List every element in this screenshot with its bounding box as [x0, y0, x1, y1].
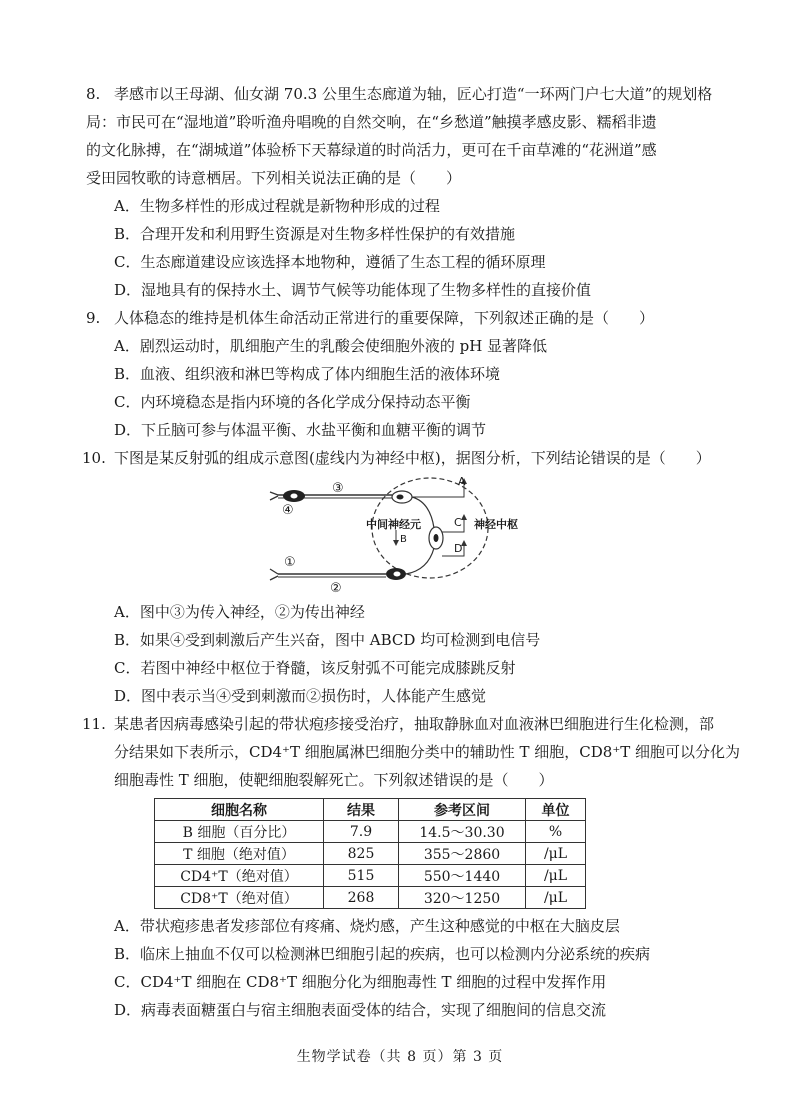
table-cell: B 细胞（百分比）: [155, 821, 324, 843]
q9-stem: 人体稳态的维持是机体生命活动正常进行的重要保障，下列叙述正确的是（ ）: [114, 309, 655, 327]
q10-option-b: B．如果④受到刺激后产生兴奋，图中 ABCD 均可检测到电信号: [114, 631, 541, 649]
q11-option-d: D．病毒表面糖蛋白与宿主细胞表面受体的结合，实现了细胞间的信息交流: [114, 1001, 607, 1019]
label-1: ①: [284, 555, 296, 570]
q8-stem-line-4: 受田园牧歌的诗意栖居。下列相关说法正确的是（ ）: [86, 169, 462, 187]
q11-stem-line-3: 细胞毒性 T 细胞，使靶细胞裂解死亡。下列叙述错误的是（ ）: [114, 771, 554, 789]
table-cell: T 细胞（绝对值）: [155, 843, 324, 865]
table-header-cell: 细胞名称: [155, 799, 324, 821]
label-neural-center: 神经中枢: [474, 518, 518, 531]
q8-option-a: A．生物多样性的形成过程就是新物种形成的过程: [114, 197, 440, 215]
q9-option-c: C．内环境稳态是指内环境的各化学成分保持动态平衡: [114, 393, 471, 411]
q11-stem-line-1: 某患者因病毒感染引起的带状疱疹接受治疗，抽取静脉血对血液淋巴细胞进行生化检测，部: [114, 715, 715, 733]
q8-stem-line-3: 的文化脉搏，在“湖城道”体验桥下天幕绿道的时尚活力，更可在千亩草滩的“花洲道”感: [86, 141, 657, 159]
q10-option-a: A．图中③为传入神经，②为传出神经: [114, 603, 365, 621]
label-D: D: [454, 542, 463, 555]
table-cell: CD4⁺T（绝对值）: [155, 865, 324, 887]
q10-option-c: C．若图中神经中枢位于脊髓，该反射弧不可能完成膝跳反射: [114, 659, 516, 677]
table-header-cell: 单位: [526, 799, 586, 821]
q9-option-b: B．血液、组织液和淋巴等构成了体内细胞生活的液体环境: [114, 365, 501, 383]
q8-stem-line-2: 局：市民可在“湿地道”聆听渔舟唱晚的自然交响，在“乡愁道”触摸孝感皮影、糯稻非遗: [86, 113, 657, 131]
table-cell: 825: [324, 843, 399, 865]
q9-option-a: A．剧烈运动时，肌细胞产生的乳酸会使细胞外液的 pH 显著降低: [114, 337, 548, 355]
label-C: C: [454, 516, 462, 529]
table-row: [155, 843, 586, 865]
receptor-4-fork: [270, 492, 278, 500]
q8-option-c: C．生态廊道建设应该选择本地物种，遵循了生态工程的循环原理: [114, 253, 546, 271]
table-header-cell: 结果: [324, 799, 399, 821]
label-2: ②: [330, 581, 342, 595]
table-row: [155, 887, 586, 909]
table-row: [155, 821, 586, 843]
q8-option-b: B．合理开发和利用野生资源是对生物多样性保护的有效措施: [114, 225, 516, 243]
table-cell: /μL: [526, 887, 586, 909]
label-interneuron: 中间神经元: [366, 518, 421, 531]
table-cell: /μL: [526, 865, 586, 887]
q9-option-d: D．下丘脑可参与体温平衡、水盐平衡和血糖平衡的调节: [114, 421, 487, 439]
table-cell: 515: [324, 865, 399, 887]
table-header-cell: 参考区间: [399, 799, 526, 821]
table-cell: %: [526, 821, 586, 843]
q9-number: 9.: [86, 309, 101, 327]
q11-option-a: A．带状疱疹患者发疹部位有疼痛、烧灼感，产生这种感觉的中枢在大脑皮层: [114, 917, 620, 935]
q8-number: 8.: [86, 85, 101, 103]
q8-option-d: D．湿地具有的保持水土、调节气候等功能体现了生物多样性的直接价值: [114, 281, 592, 299]
label-4: ④: [282, 503, 294, 518]
q11-option-c: C．CD4⁺T 细胞在 CD8⁺T 细胞分化为细胞毒性 T 细胞的过程中发挥作用: [114, 973, 607, 991]
q10-number: 10.: [82, 449, 106, 467]
q10-stem: 下图是某反射弧的组成示意图(虚线内为神经中枢)，据图分析，下列结论错误的是（ ）: [114, 449, 711, 467]
q10-option-d: D．图中表示当④受到刺激而②损伤时，人体能产生感觉: [114, 687, 487, 705]
q11-stem-line-2: 分结果如下表所示，CD4⁺T 细胞属淋巴细胞分类中的辅助性 T 细胞，CD8⁺T 细胞可以分化为: [114, 743, 741, 761]
table-cell: /μL: [526, 843, 586, 865]
table-cell: 355～2860: [399, 843, 526, 865]
arrow-A: [412, 482, 464, 497]
table-cell: 550～1440: [399, 865, 526, 887]
label-A: A: [458, 475, 466, 488]
q11-option-b: B．临床上抽血不仅可以检测淋巴细胞引起的疾病，也可以检测内分泌系统的疾病: [114, 945, 651, 963]
q8-stem-line-1: 孝感市以王母湖、仙女湖 70.3 公里生态廊道为轴，匠心打造“一环两门户七大道”的规划格: [114, 85, 713, 103]
table-cell: 268: [324, 887, 399, 909]
effector-1-fork: [270, 569, 278, 580]
reflex-arc-diagram: [262, 470, 572, 595]
page-footer: 生物学试卷（共 8 页）第 3 页: [296, 1049, 504, 1065]
table-header-row: [155, 799, 586, 821]
table-cell: 14.5～30.30: [399, 821, 526, 843]
label-B: B: [400, 534, 407, 545]
table-cell: 320～1250: [399, 887, 526, 909]
table-row: [155, 865, 586, 887]
q11-number: 11.: [82, 715, 106, 733]
table-cell: 7.9: [324, 821, 399, 843]
table-cell: CD8⁺T（绝对值）: [155, 887, 324, 909]
lymphocyte-results-table: [154, 798, 586, 909]
label-3: ③: [332, 481, 344, 496]
